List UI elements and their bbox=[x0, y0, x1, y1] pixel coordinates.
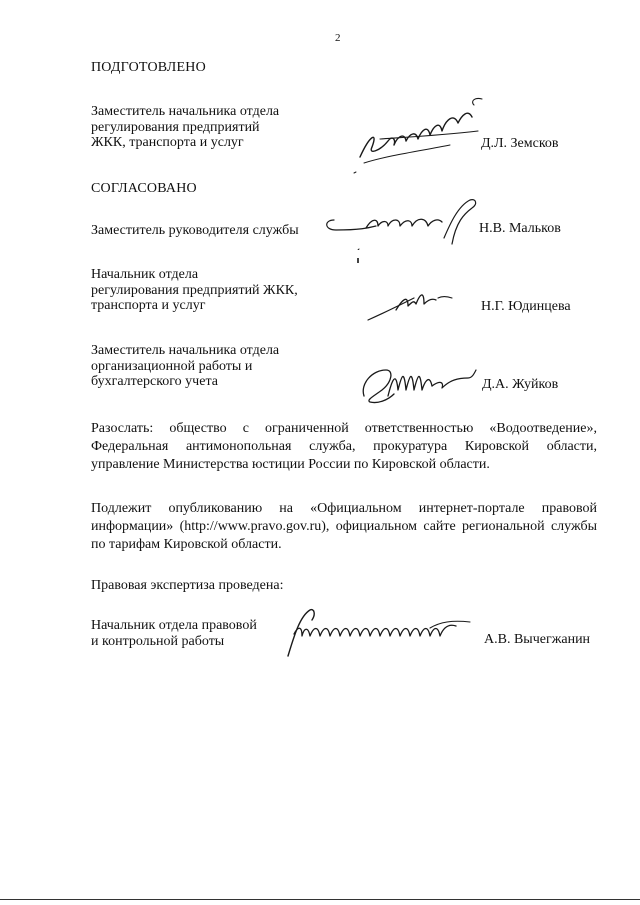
agreed-position-3 bbox=[91, 343, 279, 390]
signer-name-vychegzhanin: А.В. Вычегжанин bbox=[484, 632, 591, 647]
page-number: 2 bbox=[335, 32, 341, 44]
position-line: бухгалтерского учета bbox=[91, 374, 218, 389]
position-line: ЖКК, транспорта и услуг bbox=[91, 135, 244, 150]
position-line: регулирования предприятий ЖКК, bbox=[91, 282, 298, 298]
publication-paragraph: Подлежит опубликованию на «Официальном интернет-портале правовой информации» (http://www.pravo.gov.ru), официальном сайте региональной службы по тарифам Кировской области. bbox=[91, 501, 597, 552]
signer-name-malkov: Н.В. Мальков bbox=[479, 221, 561, 236]
prepared-heading: ПОДГОТОВЛЕНО bbox=[91, 60, 206, 75]
position-line: транспорта и услуг bbox=[91, 298, 206, 313]
position-line: и контрольной работы bbox=[91, 633, 225, 649]
signature-yudintseva-icon bbox=[366, 284, 466, 324]
signature-zhuikov-icon bbox=[358, 360, 484, 406]
agreed-position-2 bbox=[91, 267, 298, 314]
signer-name-zemskov: Д.Л. Земсков bbox=[481, 136, 559, 151]
position-line: регулирования предприятий bbox=[91, 119, 260, 135]
ink-mark bbox=[357, 258, 359, 263]
agreed-position-1: Заместитель руководителя службы bbox=[91, 223, 299, 238]
signature-malkov-icon bbox=[320, 194, 480, 250]
position-line: Заместитель начальника отдела bbox=[91, 104, 280, 119]
signature-zemskov-icon bbox=[350, 95, 485, 175]
signer-name-zhuikov: Д.А. Жуйков bbox=[482, 377, 559, 392]
signer-name-yudintseva: Н.Г. Юдинцева bbox=[481, 299, 571, 314]
signature-vychegzhanin-icon bbox=[280, 606, 476, 660]
legal-review-statement: Правовая экспертиза проведена: bbox=[91, 578, 284, 593]
agreed-heading: СОГЛАСОВАНО bbox=[91, 181, 197, 196]
distribution-paragraph: Разослать: общество с ограниченной ответственностью «Водоотведение», Федеральная антимонопольная служба, прокуратура Кировской области, управление Министерства юстиции России по Кировской области. bbox=[91, 421, 597, 472]
prepared-position bbox=[91, 104, 279, 151]
position-line: Заместитель начальника отдела bbox=[91, 343, 280, 358]
position-line: Начальник отдела правовой bbox=[91, 618, 257, 633]
legal-review-position bbox=[91, 618, 257, 649]
bottom-border bbox=[0, 899, 640, 900]
position-line: Начальник отдела bbox=[91, 267, 199, 282]
position-line: организационной работы и bbox=[91, 358, 253, 374]
